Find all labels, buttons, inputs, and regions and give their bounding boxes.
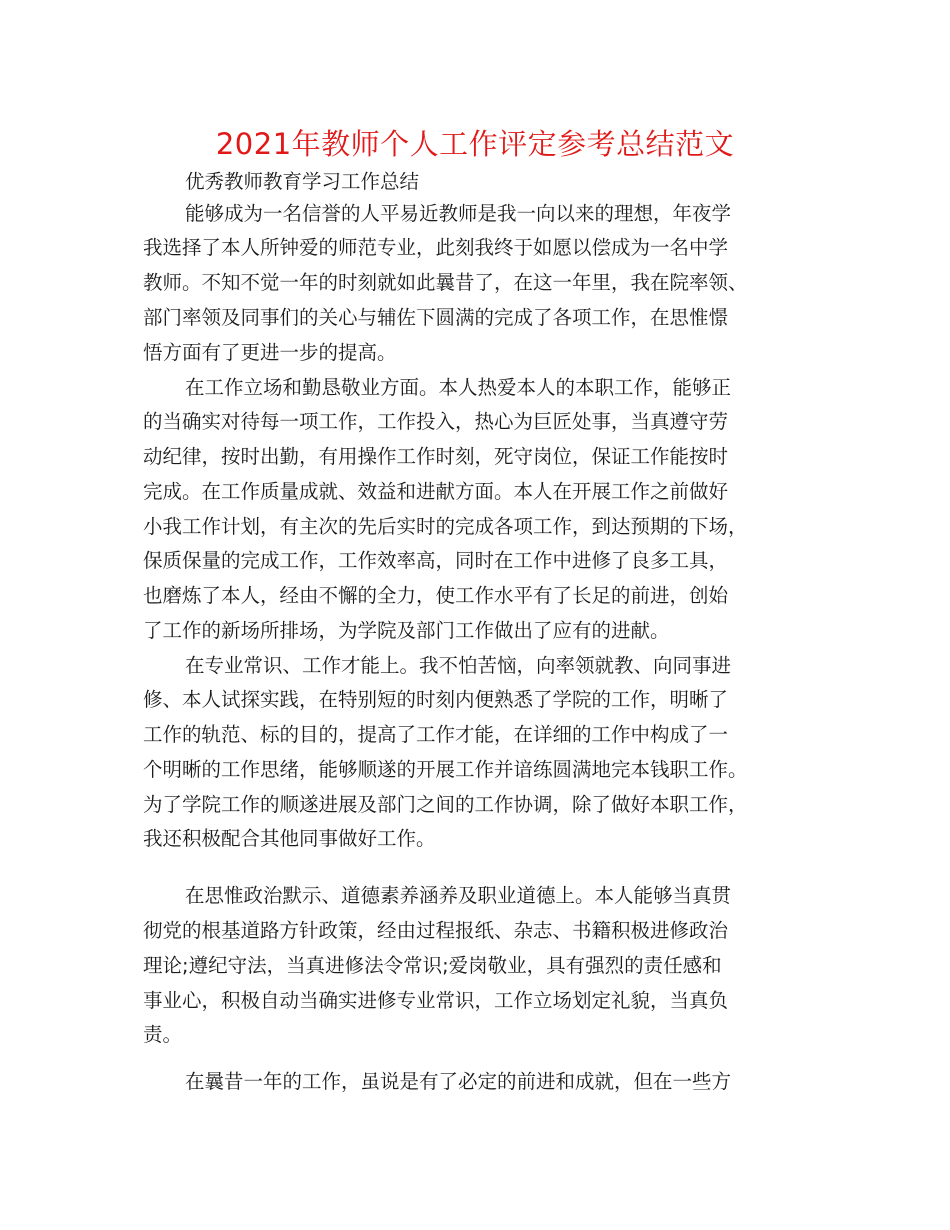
paragraph-line: 为了学院工作的顺遂进展及部门之间的工作协调，除了做好本职工作， — [143, 793, 748, 816]
paragraph-line: 在工作立场和勤恳敬业方面。本人热爱本人的本职工作，能够正 — [185, 376, 732, 399]
paragraph-line: 动纪律，按时出勤，有用操作工作时刻，死守岗位，保证工作能按时 — [143, 445, 729, 468]
paragraph-line: 部门率领及同事们的关心与辅佐下圆满的完成了各项工作，在思惟憬 — [143, 306, 729, 329]
paragraph-line: 彻党的根基道路方针政策，经由过程报纸、杂志、书籍积极进修政治 — [143, 919, 729, 942]
paragraph-line: 保质保量的完成工作，工作效率高，同时在工作中进修了良多工具， — [143, 549, 729, 572]
paragraph-line: 能够成为一名信誉的人平易近教师是我一向以来的理想，年夜学 — [185, 202, 732, 225]
paragraph-line: 完成。在工作质量成就、效益和进献方面。本人在开展工作之前做好 — [143, 480, 729, 503]
paragraph-line: 事业心，积极自动当确实进修专业常识，工作立场划定礼貌，当真负 — [143, 989, 729, 1012]
paragraph-line: 的当确实对待每一项工作，工作投入，热心为巨匠处事，当真遵守劳 — [143, 410, 729, 433]
paragraph-line: 小我工作计划，有主次的先后实时的完成各项工作，到达预期的下场， — [143, 515, 748, 538]
paragraph-line: 也磨炼了本人，经由不懈的全力，使工作水平有了长足的前进，创始 — [143, 584, 729, 607]
paragraph-line: 工作的轨范、标的目的，提高了工作才能，在详细的工作中构成了一 — [143, 723, 729, 746]
paragraph-line: 悟方面有了更进一步的提高。 — [143, 341, 397, 364]
paragraph-line: 修、本人试探实践，在特别短的时刻内便熟悉了学院的工作，明晰了 — [143, 688, 729, 711]
paragraph-line: 我选择了本人所钟爱的师范专业，此刻我终于如愿以偿成为一名中学 — [143, 236, 729, 259]
document-subtitle: 优秀教师教育学习工作总结 — [185, 170, 420, 193]
paragraph-line: 在曩昔一年的工作，虽说是有了必定的前进和成就，但在一些方 — [185, 1070, 732, 1093]
paragraph-line: 教师。不知不觉一年的时刻就如此曩昔了，在这一年里，我在院率领、 — [143, 271, 748, 294]
paragraph-line: 在思惟政治默示、道德素养涵养及职业道德上。本人能够当真贯 — [185, 884, 732, 907]
paragraph-line: 我还积极配合其他同事做好工作。 — [143, 827, 436, 850]
paragraph-line: 个明晰的工作思绪，能够顺遂的开展工作并谙练圆满地完本钱职工作。 — [143, 758, 748, 781]
paragraph-line: 了工作的新场所排场，为学院及部门工作做出了应有的进献。 — [143, 619, 670, 642]
paragraph-line: 在专业常识、工作才能上。我不怕苦恼，向率领就教、向同事进 — [185, 654, 732, 677]
document-title: 2021年教师个人工作评定参考总结范文 — [215, 127, 735, 161]
paragraph-line: 责。 — [143, 1023, 183, 1046]
paragraph-line: 理论;遵纪守法，当真进修法令常识;爱岗敬业，具有强烈的责任感和 — [143, 954, 722, 977]
